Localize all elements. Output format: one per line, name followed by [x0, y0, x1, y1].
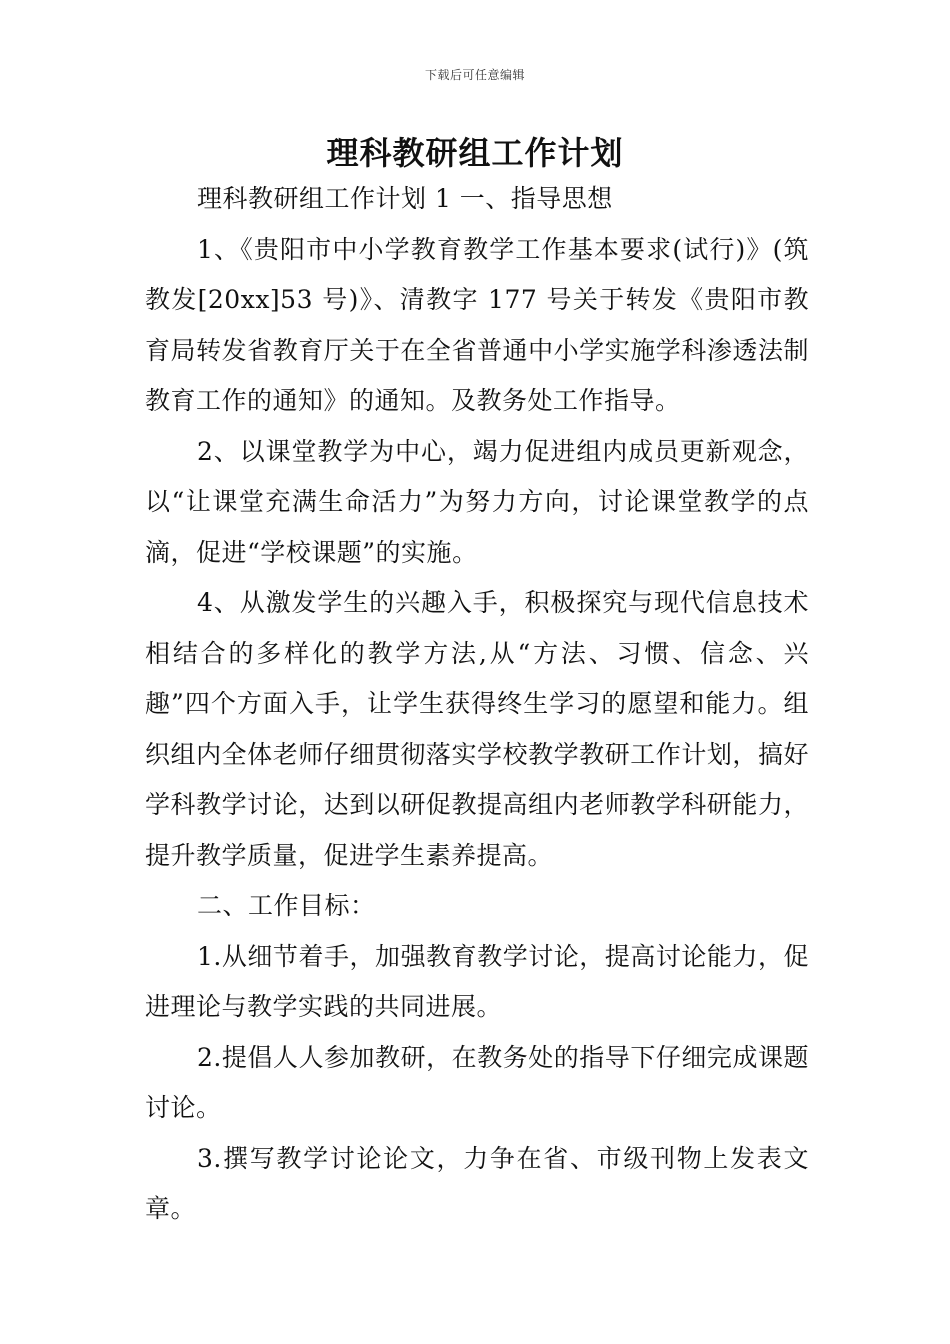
paragraph-1: 1、《贵阳市中小学教育教学工作基本要求(试行)》(筑教发[20xx]53 号)》、清教字 177 号关于转发《贵阳市教育局转发省教育厅关于在全省普通中小学实施学科渗透法制教育工作的通知》的通知。及教务处工作指导。 — [145, 234, 809, 415]
paragraph-intro: 理科教研组工作计划 1 一、指导思想 — [197, 184, 613, 213]
document-body — [145, 174, 809, 1235]
document-title: 理科教研组工作计划 — [326, 134, 624, 172]
paragraph-4: 4、从激发学生的兴趣入手，积极探究与现代信息技术相结合的多样化的教学方法,从“方法、习惯、信念、兴趣”四个方面入手，让学生获得终生学习的愿望和能力。组织组内全体老师仔细贯彻落实学校教学教研工作计划，搞好学科教学讨论，达到以研促教提高组内老师教学科研能力，提升教学质量，促进学生素养提高。 — [145, 588, 809, 870]
goal-item-3: 3.撰写教学讨论论文，力争在省、市级刊物上发表文章。 — [145, 1143, 809, 1223]
section-heading-goals: 二、工作目标： — [197, 891, 376, 920]
paragraph-2: 2、以课堂教学为中心，竭力促进组内成员更新观念，以“让课堂充满生命活力”为努力方向，讨论课堂教学的点滴，促进“学校课题”的实施。 — [145, 436, 809, 567]
goal-item-1: 1.从细节着手，加强教育教学讨论，提高讨论能力，促进理论与教学实践的共同进展。 — [145, 941, 809, 1021]
goal-item-2: 2.提倡人人参加教研，在教务处的指导下仔细完成课题讨论。 — [145, 1042, 809, 1122]
header-note: 下载后可任意编辑 — [424, 68, 525, 82]
